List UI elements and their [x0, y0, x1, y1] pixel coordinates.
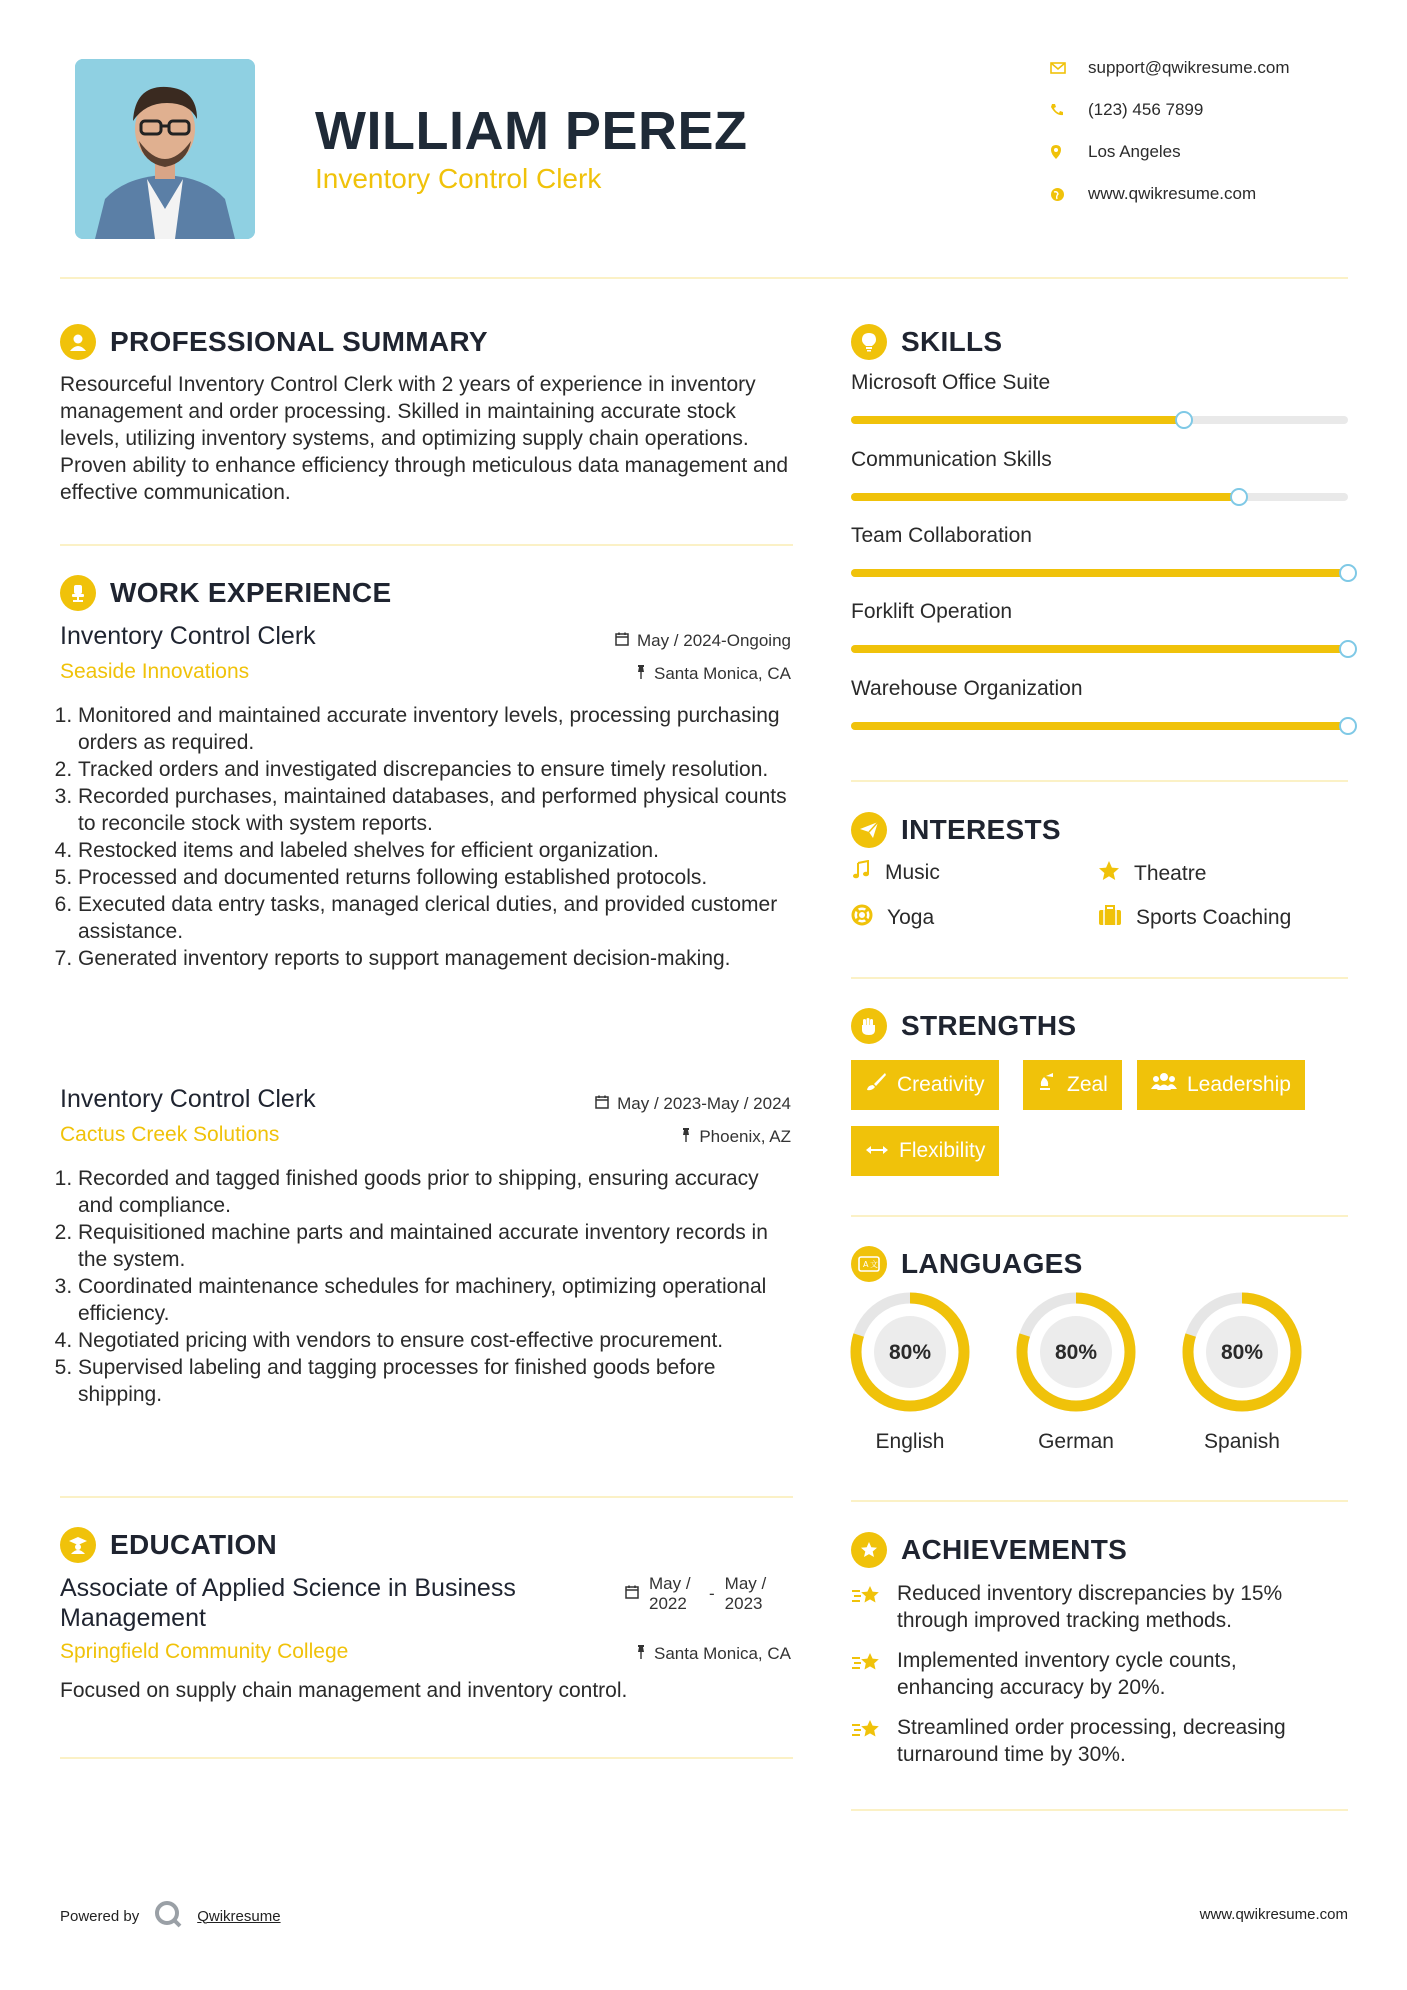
education-degree: Associate of Applied Science in Business Management — [60, 1574, 516, 1632]
svg-text:A: A — [863, 1260, 869, 1269]
contact-location: Los Angeles — [1050, 142, 1181, 162]
language-percent: 80% — [1220, 1341, 1264, 1364]
skill-bar-fill — [851, 569, 1348, 577]
strength-chip-zeal: Zeal — [1023, 1060, 1122, 1110]
skills-divider — [851, 780, 1348, 782]
summary-divider — [60, 544, 793, 546]
achievement-item: Implemented inventory cycle counts, enhancing accuracy by 20%. — [851, 1647, 1331, 1701]
raised-fist-icon — [851, 1008, 887, 1044]
language-german — [1015, 1291, 1137, 1454]
language-percent: 80% — [888, 1341, 932, 1364]
language-ring — [849, 1291, 971, 1413]
skill-label: Microsoft Office Suite — [851, 371, 1051, 394]
calendar-icon — [625, 1584, 639, 1604]
lightbulb-icon — [851, 324, 887, 360]
qwikresume-link[interactable]: Qwikresume — [197, 1907, 281, 1925]
job-2-dates: May / 2023-May / 2024 — [595, 1094, 791, 1114]
language-ring — [1015, 1291, 1137, 1413]
language-english — [849, 1291, 971, 1454]
list-item: 1. Monitored and maintained accurate inventory levels, processing purchasing orders as required. — [78, 702, 790, 756]
strengths-divider — [851, 1215, 1348, 1217]
list-item: 7. Generated inventory reports to support management decision-making. — [78, 945, 790, 972]
fire-extinguisher-icon — [1037, 1072, 1057, 1098]
list-item: 3. Recorded purchases, maintained databases, and performed physical counts to reconcile stock with system reports. — [78, 783, 790, 837]
skill-label: Warehouse Organization — [851, 677, 1083, 700]
interests-heading: INTERESTS — [851, 812, 1061, 848]
lifebuoy-icon — [851, 904, 873, 932]
qwikresume-logo-icon — [153, 1899, 183, 1933]
pushpin-icon — [636, 1644, 646, 1664]
profile-photo — [75, 59, 255, 239]
skill-bar-fill — [851, 645, 1348, 653]
education-divider — [60, 1757, 793, 1759]
job-1-bullets — [60, 702, 790, 972]
group-icon — [1151, 1072, 1177, 1098]
calendar-icon — [595, 1094, 609, 1114]
contact-email[interactable]: support@qwikresume.com — [1050, 58, 1290, 78]
music-note-icon — [851, 860, 871, 886]
footer-website[interactable]: www.qwikresume.com — [1199, 1906, 1348, 1923]
list-item: 1. Recorded and tagged finished goods prior to shipping, ensuring accuracy and compliance. — [78, 1165, 790, 1219]
skill-bar — [851, 569, 1348, 577]
list-item: 2. Tracked orders and investigated discrepancies to ensure timely resolution. — [78, 756, 790, 783]
paintbrush-icon — [865, 1072, 887, 1098]
languages-heading: A 文 LANGUAGES — [851, 1246, 1083, 1282]
envelope-icon — [1050, 62, 1088, 74]
summary-text: Resourceful Inventory Control Clerk with 2 years of experience in inventory management and order processing. Skilled in maintaining accurate stock levels, utilizing inventory systems, and optimizing supply chain operations. Proven ability to enhance efficiency through meticulous data management and effective communication. — [60, 373, 789, 504]
strength-chip-flexibility: Flexibility — [851, 1126, 999, 1176]
education-heading: EDUCATION — [60, 1527, 277, 1563]
skill-bar — [851, 493, 1348, 501]
education-description: Focused on supply chain management and inventory control. — [60, 1679, 628, 1702]
shooting-star-icon — [851, 1582, 883, 1615]
skill-label: Forklift Operation — [851, 600, 1013, 623]
skill-label: Communication Skills — [851, 448, 1052, 471]
star-icon — [1098, 860, 1120, 888]
briefcase-icon — [1098, 904, 1122, 932]
achievement-item: Streamlined order processing, decreasing turnaround time by 30%. — [851, 1714, 1331, 1768]
graduate-icon — [60, 1527, 96, 1563]
list-item: 6. Executed data entry tasks, managed clerical duties, and provided customer assistance. — [78, 891, 790, 945]
globe-icon — [1050, 187, 1088, 202]
experience-heading: WORK EXPERIENCE — [60, 575, 391, 611]
language-label: Spanish — [1204, 1430, 1280, 1453]
skill-bar-fill — [851, 722, 1348, 730]
skill-bar — [851, 416, 1348, 424]
skill-bar-knob — [1339, 640, 1357, 658]
header-divider — [60, 277, 1348, 279]
contact-phone[interactable]: (123) 456 7899 — [1050, 100, 1203, 120]
summary-heading: PROFESSIONAL SUMMARY — [60, 324, 488, 360]
shooting-star-icon — [851, 1649, 883, 1682]
language-label: English — [875, 1430, 945, 1453]
translate-icon — [851, 1246, 887, 1282]
pushpin-icon — [636, 664, 646, 684]
interests-divider — [851, 977, 1348, 979]
skill-bar-knob — [1339, 564, 1357, 582]
list-item: 4. Negotiated pricing with vendors to ensure cost-effective procurement. — [78, 1327, 790, 1354]
job-1-dates: May / 2024-Ongoing — [615, 631, 791, 651]
contact-website[interactable]: www.qwikresume.com — [1050, 184, 1256, 204]
strength-chip-leadership: Leadership — [1137, 1060, 1305, 1110]
calendar-icon — [615, 631, 629, 651]
paper-plane-icon — [851, 812, 887, 848]
svg-text:文: 文 — [870, 1260, 878, 1269]
office-chair-icon — [60, 575, 96, 611]
education-location: Santa Monica, CA — [636, 1644, 791, 1664]
interest-sports-coaching: Sports Coaching — [1098, 904, 1291, 932]
languages-divider — [851, 1500, 1348, 1502]
skill-bar — [851, 722, 1348, 730]
phone-icon — [1050, 103, 1088, 117]
strengths-heading: STRENGTHS — [851, 1008, 1076, 1044]
job-1-company: Seaside Innovations — [60, 660, 250, 683]
education-date-separator: - — [709, 1584, 715, 1603]
arrows-horizontal-icon — [865, 1139, 889, 1163]
language-percent: 80% — [1054, 1341, 1098, 1364]
language-label: German — [1038, 1430, 1114, 1453]
education-end-date: May / 2023 — [724, 1574, 767, 1613]
list-item: 4. Restocked items and labeled shelves for efficient organization. — [78, 837, 790, 864]
person-icon — [60, 324, 96, 360]
list-item: 3. Coordinated maintenance schedules for machinery, optimizing operational efficiency. — [78, 1273, 790, 1327]
job-1-location: Santa Monica, CA — [636, 664, 791, 684]
education-start-date: May / 2022 — [649, 1574, 691, 1613]
skills-heading: SKILLS — [851, 324, 1002, 360]
list-item: 5. Supervised labeling and tagging processes for finished goods before shipping. — [78, 1354, 790, 1408]
language-ring — [1181, 1291, 1303, 1413]
interest-theatre: Theatre — [1098, 860, 1206, 888]
shooting-star-icon — [851, 1716, 883, 1749]
achievements-heading: ACHIEVEMENTS — [851, 1532, 1127, 1568]
language-spanish — [1181, 1291, 1303, 1454]
education-school: Springfield Community College — [60, 1640, 349, 1663]
strength-chip-creativity: Creativity — [851, 1060, 999, 1110]
achievements-divider — [851, 1809, 1348, 1811]
map-pin-icon — [1050, 144, 1088, 160]
candidate-name: WILLIAM PEREZ — [315, 101, 748, 161]
list-item: 2. Requisitioned machine parts and maintained accurate inventory records in the system. — [78, 1219, 790, 1273]
education-dates — [625, 1574, 775, 1614]
skill-bar-knob — [1230, 488, 1248, 506]
pushpin-icon — [681, 1127, 691, 1147]
job-1-title: Inventory Control Clerk — [60, 622, 316, 650]
interest-music: Music — [851, 860, 940, 886]
job-2-company: Cactus Creek Solutions — [60, 1123, 280, 1146]
candidate-title: Inventory Control Clerk — [315, 163, 602, 194]
trophy-star-icon — [851, 1532, 887, 1568]
list-item: 5. Processed and documented returns following established protocols. — [78, 864, 790, 891]
skill-bar-fill — [851, 416, 1184, 424]
experience-divider — [60, 1496, 793, 1498]
footer-powered-by: Powered by Qwikresume — [60, 1899, 281, 1933]
skill-label: Team Collaboration — [851, 524, 1032, 547]
skill-bar-knob — [1339, 717, 1357, 735]
job-2-location: Phoenix, AZ — [681, 1127, 791, 1147]
skill-bar-fill — [851, 493, 1239, 501]
job-2-bullets — [60, 1165, 790, 1408]
skill-bar-knob — [1175, 411, 1193, 429]
skill-bar — [851, 645, 1348, 653]
job-2-title: Inventory Control Clerk — [60, 1085, 316, 1113]
interest-yoga: Yoga — [851, 904, 934, 932]
achievement-item: Reduced inventory discrepancies by 15% through improved tracking methods. — [851, 1580, 1331, 1634]
